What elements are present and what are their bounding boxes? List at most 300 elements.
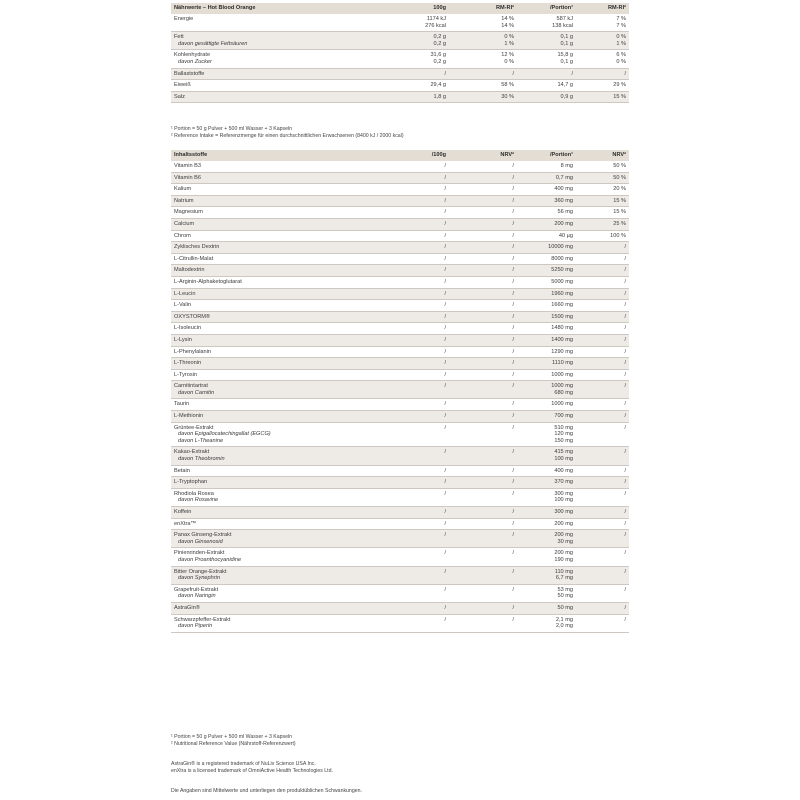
cell-line: / <box>624 278 626 285</box>
cell-line: / <box>512 290 514 297</box>
cell-line: 138 kcal <box>552 22 573 29</box>
table-row <box>171 80 629 92</box>
cell-line: / <box>512 509 514 515</box>
cell-line: / <box>444 413 446 420</box>
cell-line: / <box>624 302 626 309</box>
row-label <box>171 218 397 230</box>
row-label <box>171 184 397 196</box>
table-row <box>171 530 629 548</box>
row-value <box>576 602 629 614</box>
cell-line: Vitamin B6 <box>174 174 201 181</box>
row-label <box>171 488 397 506</box>
row-value <box>449 584 517 602</box>
cell-line: / <box>624 371 626 378</box>
cell-line: 200 mg <box>554 532 573 539</box>
disclaimer: Die Angaben sind Mittelwerte und unterliegen den produktüblichen Schwankungen. <box>171 788 362 794</box>
row-value <box>449 195 517 207</box>
row-value <box>576 346 629 358</box>
row-value <box>517 518 576 530</box>
row-value <box>576 381 629 399</box>
cell-line: 587 kJ <box>556 16 573 22</box>
table-row <box>171 32 629 50</box>
table-row <box>171 253 629 265</box>
cell-line: davon L-Theanine <box>178 437 224 444</box>
cell-line: / <box>624 520 626 527</box>
row-label <box>171 530 397 548</box>
row-value <box>576 265 629 277</box>
cell-line: / <box>512 197 514 204</box>
cell-line: Salz <box>174 93 185 100</box>
table-row <box>171 242 629 254</box>
table-row <box>171 507 629 519</box>
cell-line: / <box>512 413 514 420</box>
cell-line: / <box>512 383 514 390</box>
row-value <box>397 300 449 312</box>
row-label <box>171 447 397 465</box>
row-value <box>449 566 517 584</box>
cell-line: / <box>512 568 514 575</box>
cell-line: 30 % <box>501 93 514 100</box>
table-row <box>171 218 629 230</box>
row-value <box>397 507 449 519</box>
row-value <box>397 381 449 399</box>
row-value <box>449 32 517 50</box>
cell-line: / <box>512 401 514 408</box>
footnote: ¹ Portion = 50 g Pulver + 500 ml Wasser + 3 Kapseln <box>171 734 293 740</box>
cell-line: Grapefruit-Extrakt <box>174 586 219 593</box>
table-row <box>171 265 629 277</box>
table-row <box>171 334 629 346</box>
trademark-note: AstraGin® is a registered trademark of NuLiv Science USA Inc. <box>171 761 316 767</box>
cell-line: 1960 mg <box>551 290 573 297</box>
cell-line: 300 mg <box>554 509 573 515</box>
row-value <box>397 68 449 80</box>
row-value <box>449 172 517 184</box>
table-row <box>171 447 629 465</box>
cell-line: 300 mg <box>554 490 573 497</box>
row-value <box>449 548 517 566</box>
cell-line: Bitter Orange-Extrakt <box>174 568 227 575</box>
cell-line: 20 % <box>613 186 626 193</box>
header-cell: Inhaltsstoffe <box>171 150 397 161</box>
row-value <box>517 447 576 465</box>
nutrition-footnotes <box>171 126 404 140</box>
table-row <box>171 488 629 506</box>
row-value <box>517 218 576 230</box>
cell-line: Kohlenhydrate <box>174 52 211 59</box>
cell-line: L-Tyrosin <box>174 371 198 378</box>
row-label <box>171 518 397 530</box>
row-value <box>517 346 576 358</box>
cell-line: / <box>512 220 514 227</box>
cell-line: Energie <box>174 16 194 22</box>
cell-line: 15 % <box>613 93 626 100</box>
header-cell: /Portion¹ <box>517 3 576 14</box>
cell-line: 200 mg <box>554 220 573 227</box>
cell-line: / <box>444 467 446 474</box>
cell-line: / <box>444 509 446 515</box>
row-value <box>576 358 629 370</box>
row-value <box>576 488 629 506</box>
cell-line: / <box>624 348 626 355</box>
cell-line: / <box>512 532 514 539</box>
row-label <box>171 548 397 566</box>
row-label <box>171 334 397 346</box>
row-label <box>171 288 397 300</box>
row-label <box>171 68 397 80</box>
cell-line: Kalium <box>174 186 192 193</box>
row-value <box>449 311 517 323</box>
header-cell: /100g <box>397 150 449 161</box>
row-value <box>517 91 576 103</box>
row-value <box>517 184 576 196</box>
row-label <box>171 80 397 92</box>
cell-line: 50 mg <box>557 593 573 600</box>
table-row <box>171 91 629 103</box>
cell-line: 400 mg <box>554 186 573 193</box>
cell-line: 5000 mg <box>551 278 573 285</box>
header-cell: NRV² <box>576 150 629 161</box>
cell-line: 50 % <box>613 163 626 169</box>
cell-line: / <box>512 604 514 611</box>
cell-line: / <box>444 186 446 193</box>
row-value <box>449 422 517 447</box>
cell-line: Maltodextrin <box>174 267 205 274</box>
cell-line: 0,2 g <box>433 40 446 47</box>
row-value <box>449 346 517 358</box>
cell-line: 1000 mg <box>551 371 573 378</box>
row-value <box>576 50 629 68</box>
cell-line: / <box>624 568 626 575</box>
cell-line: L-Phenylalanin <box>174 348 212 355</box>
row-value <box>576 230 629 242</box>
row-value <box>517 242 576 254</box>
table-row <box>171 548 629 566</box>
cell-line: L-Leucin <box>174 290 196 297</box>
row-value <box>576 68 629 80</box>
row-value <box>397 465 449 477</box>
row-value <box>449 323 517 335</box>
row-label <box>171 265 397 277</box>
cell-line: 10000 mg <box>548 244 573 251</box>
cell-line: 1174 kJ <box>426 16 446 22</box>
cell-line: / <box>444 371 446 378</box>
cell-line: / <box>512 479 514 486</box>
cell-line: L-Valin <box>174 302 191 309</box>
cell-line: / <box>444 383 446 390</box>
cell-line: / <box>444 479 446 486</box>
row-value <box>397 358 449 370</box>
row-value <box>449 68 517 80</box>
cell-line: 400 mg <box>554 467 573 474</box>
cell-line: davon Carnitin <box>178 389 215 396</box>
cell-line: 8 mg <box>560 163 573 169</box>
row-label <box>171 465 397 477</box>
cell-line: / <box>624 290 626 297</box>
cell-line: davon Proanthocyanidine <box>178 556 242 563</box>
cell-line: Eiweiß <box>174 82 191 89</box>
cell-line: davon gesättigte Fettsäuren <box>178 40 248 47</box>
cell-line: / <box>444 604 446 611</box>
row-value <box>517 311 576 323</box>
row-label <box>171 614 397 632</box>
row-value <box>397 602 449 614</box>
row-label <box>171 253 397 265</box>
row-value <box>576 195 629 207</box>
row-value <box>576 614 629 632</box>
row-value <box>576 530 629 548</box>
cell-line: / <box>444 616 446 623</box>
row-value <box>576 548 629 566</box>
row-value <box>449 411 517 423</box>
row-value <box>449 14 517 32</box>
cell-line: / <box>624 70 626 77</box>
ingredients-table-body <box>171 161 629 632</box>
cell-line: / <box>444 70 446 77</box>
table-row <box>171 300 629 312</box>
row-value <box>576 323 629 335</box>
row-value <box>449 518 517 530</box>
cell-line: Koffein <box>174 509 192 515</box>
cell-line: / <box>512 232 514 239</box>
table-row <box>171 184 629 196</box>
row-value <box>517 50 576 68</box>
row-value <box>517 300 576 312</box>
row-value <box>517 369 576 381</box>
cell-line: / <box>444 568 446 575</box>
row-value <box>576 584 629 602</box>
table-row <box>171 172 629 184</box>
trademark-notes <box>171 761 333 775</box>
cell-line: / <box>444 449 446 456</box>
cell-line: / <box>624 449 626 456</box>
cell-line: / <box>444 424 446 431</box>
ingredients-footnotes <box>171 734 296 748</box>
row-value <box>517 207 576 219</box>
row-value <box>397 265 449 277</box>
cell-line: AstraGin® <box>174 604 200 611</box>
row-value <box>449 358 517 370</box>
cell-line: Kakao-Extrakt <box>174 449 210 456</box>
row-value <box>397 477 449 489</box>
cell-line: Natrium <box>174 197 194 204</box>
row-value <box>397 323 449 335</box>
cell-line: 29,4 g <box>430 82 446 89</box>
row-value <box>576 566 629 584</box>
row-value <box>449 50 517 68</box>
row-value <box>517 465 576 477</box>
row-value <box>449 288 517 300</box>
table-row <box>171 465 629 477</box>
row-label <box>171 32 397 50</box>
table-row <box>171 518 629 530</box>
row-label <box>171 161 397 172</box>
cell-line: / <box>444 163 446 169</box>
row-label <box>171 311 397 323</box>
row-label <box>171 323 397 335</box>
row-value <box>397 80 449 92</box>
row-value <box>517 172 576 184</box>
row-value <box>397 447 449 465</box>
cell-line: Chrom <box>174 232 191 239</box>
cell-line: 0,9 g <box>560 93 573 100</box>
footnote: ¹ Portion = 50 g Pulver + 500 ml Wasser + 3 Kapseln <box>171 126 293 132</box>
cell-line: 56 mg <box>557 209 573 216</box>
cell-line: / <box>512 586 514 593</box>
cell-line: L-Tryptophan <box>174 479 208 486</box>
row-value <box>576 242 629 254</box>
cell-line: / <box>512 616 514 623</box>
cell-line: / <box>512 348 514 355</box>
table-row <box>171 399 629 411</box>
row-value <box>397 369 449 381</box>
row-value <box>517 195 576 207</box>
cell-line: / <box>444 209 446 216</box>
row-value <box>517 488 576 506</box>
cell-line: 1 % <box>504 40 514 47</box>
row-value <box>397 399 449 411</box>
table-row <box>171 602 629 614</box>
cell-line: / <box>512 163 514 169</box>
table-row <box>171 288 629 300</box>
row-label <box>171 14 397 32</box>
cell-line: 5250 mg <box>551 267 573 274</box>
row-value <box>517 323 576 335</box>
row-value <box>449 276 517 288</box>
row-value <box>517 411 576 423</box>
row-label <box>171 195 397 207</box>
header-cell: 100g <box>397 3 449 14</box>
cell-line: / <box>444 197 446 204</box>
row-value <box>576 422 629 447</box>
row-value <box>576 80 629 92</box>
row-value <box>397 14 449 32</box>
cell-line: / <box>624 467 626 474</box>
cell-line: / <box>444 520 446 527</box>
cell-line: / <box>512 490 514 497</box>
cell-line: 1000 mg <box>551 401 573 408</box>
cell-line: / <box>444 244 446 251</box>
cell-line: davon Synephrin <box>178 575 220 582</box>
cell-line: enXtra™ <box>174 520 197 527</box>
table-row <box>171 323 629 335</box>
cell-line: 0 % <box>504 34 514 41</box>
row-value <box>517 422 576 447</box>
row-value <box>449 300 517 312</box>
row-value <box>576 253 629 265</box>
nutrition-table-header <box>171 3 629 14</box>
cell-line: / <box>512 244 514 251</box>
row-value <box>576 207 629 219</box>
row-value <box>397 411 449 423</box>
cell-line: Rhodiola Rosea <box>174 490 214 497</box>
cell-line: / <box>512 186 514 193</box>
trademark-note: enXtra is a licensed trademark of OmniActive Health Technologies Ltd. <box>171 768 333 774</box>
row-value <box>397 242 449 254</box>
cell-line: / <box>444 313 446 320</box>
row-value <box>517 614 576 632</box>
cell-line: Ballaststoffe <box>174 70 205 77</box>
row-label <box>171 369 397 381</box>
cell-line: / <box>444 278 446 285</box>
row-label <box>171 276 397 288</box>
row-value <box>397 50 449 68</box>
row-value <box>449 488 517 506</box>
row-value <box>517 80 576 92</box>
cell-line: 200 mg <box>554 550 573 557</box>
cell-line: / <box>512 550 514 557</box>
table-row <box>171 614 629 632</box>
cell-line: / <box>444 348 446 355</box>
cell-line: Magnesium <box>174 209 203 216</box>
cell-line: 1480 mg <box>551 325 573 332</box>
header-cell: Nährwerte – Hot Blood Orange <box>171 3 397 14</box>
row-value <box>576 507 629 519</box>
row-value <box>397 253 449 265</box>
cell-line: / <box>444 360 446 367</box>
row-value <box>397 172 449 184</box>
cell-line: / <box>624 550 626 557</box>
row-value <box>449 465 517 477</box>
cell-line: L-Methionin <box>174 413 204 420</box>
cell-line: 0,1 g <box>560 40 573 47</box>
footnote: ² Nutritional Reference Value (Nährstoff-Referenzwert) <box>171 741 296 747</box>
table-row <box>171 381 629 399</box>
cell-line: / <box>624 616 626 623</box>
row-value <box>517 32 576 50</box>
row-value <box>449 161 517 172</box>
row-value <box>449 184 517 196</box>
row-value <box>449 381 517 399</box>
cell-line: / <box>624 255 626 262</box>
row-value <box>576 369 629 381</box>
row-value <box>517 602 576 614</box>
table-row <box>171 50 629 68</box>
row-label <box>171 91 397 103</box>
row-value <box>449 91 517 103</box>
cell-line: Zyklisches Dextrin <box>174 244 220 251</box>
cell-line: Pinienrinden-Extrakt <box>174 550 225 557</box>
row-value <box>517 276 576 288</box>
cell-line: Vitamin B3 <box>174 163 201 169</box>
row-label <box>171 50 397 68</box>
table-row <box>171 358 629 370</box>
cell-line: / <box>624 509 626 515</box>
table-row <box>171 14 629 32</box>
row-value <box>576 477 629 489</box>
cell-line: 31,6 g <box>430 52 446 59</box>
cell-line: 360 mg <box>554 197 573 204</box>
row-value <box>397 346 449 358</box>
cell-line: Grüntee-Extrakt <box>174 424 214 431</box>
row-value <box>449 399 517 411</box>
cell-line: / <box>512 255 514 262</box>
row-value <box>397 218 449 230</box>
table-row <box>171 276 629 288</box>
header-cell: RM-RI² <box>449 3 517 14</box>
row-value <box>517 288 576 300</box>
cell-line: 15 % <box>613 209 626 216</box>
cell-line: 25 % <box>613 220 626 227</box>
row-value <box>576 161 629 172</box>
row-value <box>449 207 517 219</box>
row-value <box>449 265 517 277</box>
row-value <box>517 530 576 548</box>
table-row <box>171 411 629 423</box>
row-value <box>517 566 576 584</box>
cell-line: 15 % <box>613 197 626 204</box>
cell-line: / <box>624 336 626 343</box>
